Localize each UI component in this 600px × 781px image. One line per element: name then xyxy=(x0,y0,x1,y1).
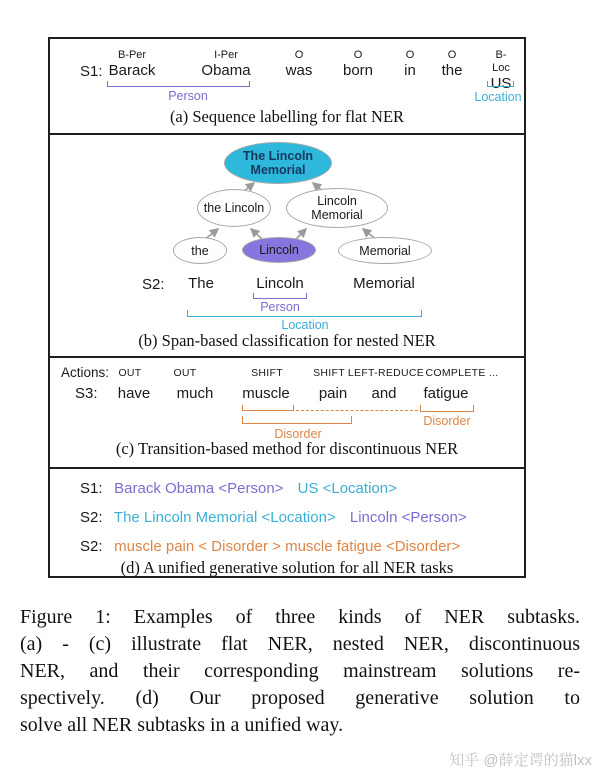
tree-node-lincoln: Lincoln xyxy=(242,237,316,263)
token: have xyxy=(117,385,151,402)
figure-1-box xyxy=(48,37,526,578)
token: Memorial xyxy=(353,275,415,292)
bio-tag: O xyxy=(447,49,457,61)
sentence-label: S1: xyxy=(80,480,103,497)
discontinuous-link-line xyxy=(296,410,418,411)
caption-line: (a) - (c) illustrate flat NER, nested NER, discontinuous xyxy=(20,633,580,655)
token: much xyxy=(176,385,214,402)
panel-divider xyxy=(50,356,524,358)
bio-tag: O xyxy=(353,49,363,61)
token: US xyxy=(490,75,512,92)
entity-segment: Lincoln <Person> xyxy=(349,509,467,526)
panel-divider xyxy=(50,467,524,469)
location-span-bracket xyxy=(487,81,514,87)
token: born xyxy=(342,62,374,79)
token-column xyxy=(442,49,463,80)
sentence-label-s2: S2: xyxy=(142,276,165,293)
tree-node-the: the xyxy=(173,237,227,264)
sentence-label-s3: S3: xyxy=(75,385,98,402)
location-entity-label: Location xyxy=(281,318,329,332)
caption-line: NER, and their corresponding mainstream solutions re- xyxy=(20,660,580,682)
entity-segment: muscle pain < Disorder > muscle fatigue <Disorder> xyxy=(114,538,461,555)
token: muscle xyxy=(242,385,290,402)
tree-node-memorial: Memorial xyxy=(338,237,432,264)
token-column xyxy=(343,49,373,80)
action: OUT xyxy=(173,367,197,379)
person-entity-label: Person xyxy=(168,89,208,103)
token: The xyxy=(188,275,214,292)
action: COMPLETE ... xyxy=(425,367,499,379)
caption-line: spectively. (d) Our proposed generative solution to xyxy=(20,687,580,709)
panel-divider xyxy=(50,133,524,135)
sentence-label-s1: S1: xyxy=(80,63,103,80)
token: and xyxy=(371,385,397,402)
disorder-span-bracket-muscle xyxy=(242,405,294,411)
person-span-bracket xyxy=(253,293,307,299)
token: Obama xyxy=(201,62,251,79)
action: OUT xyxy=(118,367,142,379)
token: in xyxy=(404,62,416,79)
token-column xyxy=(109,49,156,80)
entity-segment: US <Location> xyxy=(297,480,397,497)
bio-tag: O xyxy=(405,49,415,61)
bio-tag: B-Loc xyxy=(492,49,510,74)
token-column xyxy=(404,49,416,80)
tree-node-lincoln-memorial: Lincoln Memorial xyxy=(286,188,388,228)
bio-tag: O xyxy=(294,49,304,61)
location-entity-label: Location xyxy=(474,90,522,104)
token: Lincoln xyxy=(256,275,304,292)
panel-b-caption: (b) Span-based classification for nested NER xyxy=(138,331,436,350)
entity-segment: Barack Obama <Person> xyxy=(114,480,284,497)
token: fatigue xyxy=(423,385,469,402)
panel-d-caption: (d) A unified generative solution for all NER tasks xyxy=(120,558,454,577)
generated-sequence-row xyxy=(80,538,470,555)
entity-segment: The Lincoln Memorial <Location> xyxy=(113,509,336,526)
action: LEFT-REDUCE xyxy=(347,367,425,379)
token: the xyxy=(441,62,463,79)
action: SHIFT xyxy=(313,367,345,379)
token: Barack xyxy=(108,62,156,79)
token: was xyxy=(285,62,313,79)
bio-tag: B-Per xyxy=(117,49,147,61)
bio-tag: I-Per xyxy=(214,49,238,61)
actions-label: Actions: xyxy=(61,365,110,380)
generated-sequence-row xyxy=(80,480,407,497)
tree-node-root: The Lincoln Memorial xyxy=(224,142,332,184)
token-column xyxy=(286,49,313,80)
panel-c-caption: (c) Transition-based method for discontinuous NER xyxy=(115,439,459,458)
person-entity-label: Person xyxy=(260,300,300,314)
disorder-span-bracket-fatigue xyxy=(420,405,474,412)
person-span-bracket xyxy=(107,81,250,87)
panel-a-caption: (a) Sequence labelling for flat NER xyxy=(169,107,405,126)
caption-line: solve all NER subtasks in a unified way. xyxy=(20,714,344,736)
disorder-span-bracket-muscle-pain xyxy=(242,416,352,424)
generated-sequence-row xyxy=(80,509,477,526)
sentence-label: S2: xyxy=(80,538,103,555)
token-column xyxy=(201,49,250,80)
disorder-entity-label: Disorder xyxy=(423,414,471,428)
tree-node-the-lincoln: the Lincoln xyxy=(197,189,271,227)
disorder-entity-label: Disorder xyxy=(274,427,322,441)
token: pain xyxy=(318,385,348,402)
zhihu-watermark: 知乎 @薛定谔的猫lxx xyxy=(449,752,592,769)
sentence-label: S2: xyxy=(80,509,103,526)
caption-line: Figure 1: Examples of three kinds of NER subtasks. xyxy=(20,606,580,628)
action: SHIFT xyxy=(251,367,283,379)
location-span-bracket xyxy=(187,310,422,317)
